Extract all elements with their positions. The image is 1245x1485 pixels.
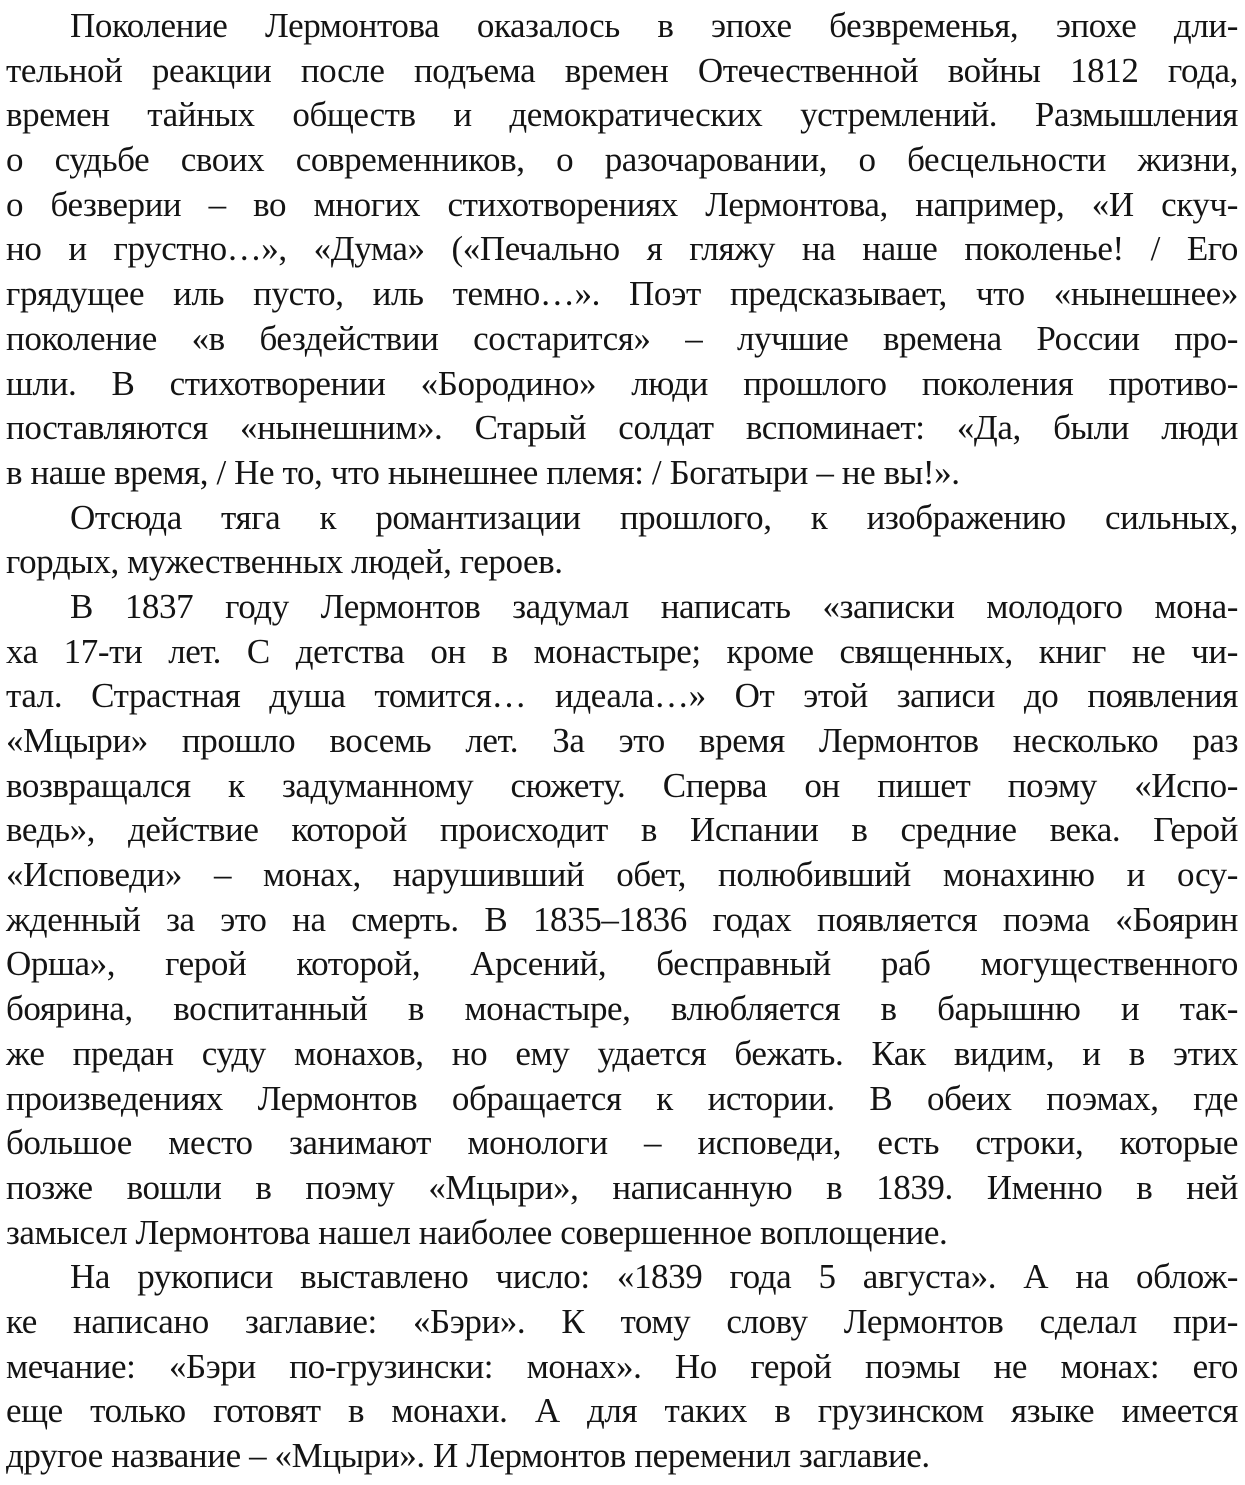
text-line: но и грустно…», «Дума» («Печально я гляжу на наше поколенье! / Его (6, 229, 1238, 269)
text-line: ке написано заглавие: «Бэри». К тому слову Лермонтов сделал при- (6, 1301, 1238, 1341)
text-line: возвращался к задуманному сюжету. Сперва он пишет поэму «Испо- (6, 765, 1238, 805)
text-line: боярина, воспитанный в монастыре, влюбляется в барышню и так- (6, 989, 1238, 1029)
text-line: произведениях Лермонтов обращается к истории. В обеих поэмах, где (6, 1078, 1238, 1118)
text-line: Отсюда тяга к романтизации прошлого, к изображению сильных, (70, 497, 1238, 537)
text-line: мечание: «Бэри по-грузински: монах». Но герой поэмы не монах: его (6, 1346, 1238, 1386)
text-line: другое название – «Мцыри». И Лермонтов переменил заглавие. (6, 1436, 930, 1475)
paragraph-4 (6, 1255, 1238, 1478)
text-line: жденный за это на смерть. В 1835–1836 годах появляется поэма «Боярин (6, 899, 1238, 939)
text-line: тал. Страстная душа томится… идеала…» От этой записи до появления (6, 676, 1238, 716)
text-line: поставляются «нынешним». Старый солдат вспоминает: «Да, были люди (6, 408, 1238, 448)
text-line: «Исповеди» – монах, нарушивший обет, полюбивший монахиню и осу- (6, 855, 1238, 895)
text-line: ха 17-ти лет. С детства он в монастыре; кроме священных, книг не чи- (6, 631, 1238, 671)
text-line: Поколение Лермонтова оказалось в эпохе безвременья, эпохе дли- (70, 6, 1238, 45)
text-line: грядущее иль пусто, иль темно…». Поэт предсказывает, что «нынешнее» (6, 274, 1238, 314)
text-line: шли. В стихотворении «Бородино» люди прошлого поколения противо- (6, 363, 1238, 403)
text-line: поколение «в бездействии состарится» – лучшие времена России про- (6, 318, 1238, 358)
paragraph-3 (6, 585, 1238, 1255)
text-line: времен тайных обществ и демократических устремлений. Размышления (6, 95, 1238, 135)
text-line: гордых, мужественных людей, героев. (6, 542, 563, 582)
text-line: позже вошли в поэму «Мцыри», написанную в 1839. Именно в ней (6, 1167, 1238, 1207)
text-line: о безверии – во многих стихотворениях Лермонтова, например, «И скуч- (6, 184, 1238, 224)
text-line: в наше время, / Не то, что нынешнее племя: / Богатыри – не вы!». (6, 452, 960, 492)
text-line: На рукописи выставлено число: «1839 года 5 августа». А на облож- (70, 1257, 1238, 1297)
text-line: замысел Лермонтова нашел наиболее совершенное воплощение. (6, 1212, 948, 1252)
text-line: В 1837 году Лермонтов задумал написать «записки молодого мона- (70, 586, 1238, 626)
text-line: о судьбе своих современников, о разочаровании, о бесцельности жизни, (6, 140, 1238, 180)
text-line: еще только готовят в монахи. А для таких в грузинском языке имеется (6, 1391, 1238, 1431)
document-page (6, 4, 1238, 1479)
paragraph-2 (6, 496, 1238, 585)
text-line: тельной реакции после подъема времен Отечественной войны 1812 года, (6, 50, 1238, 90)
text-line: «Мцыри» прошло восемь лет. За это время Лермонтов несколько раз (6, 721, 1238, 760)
text-line: Орша», герой которой, Арсений, бесправный раб могущественного (6, 944, 1238, 984)
paragraph-1 (6, 4, 1238, 496)
text-line: ведь», действие которой происходит в Испании в средние века. Герой (6, 810, 1238, 850)
text-line: же предан суду монахов, но ему удается бежать. Как видим, и в этих (6, 1033, 1238, 1073)
text-line: большое место занимают монологи – исповеди, есть строки, которые (6, 1123, 1238, 1163)
